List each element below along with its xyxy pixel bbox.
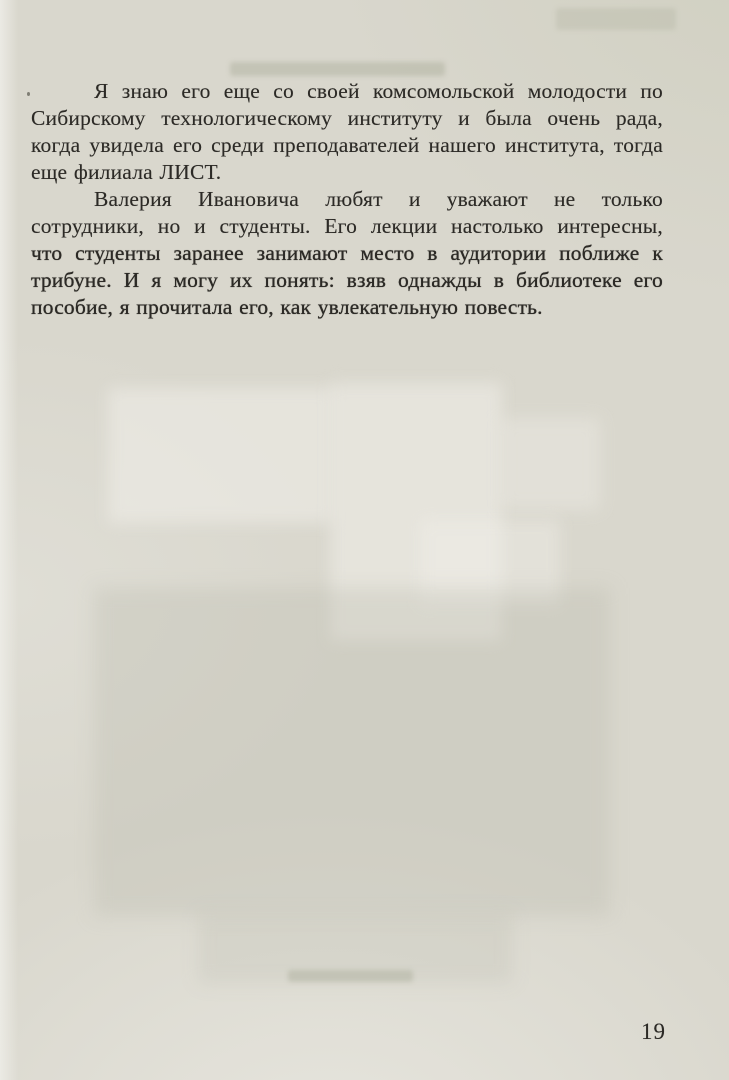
ghost-photo-bleedthrough-dark <box>198 912 513 984</box>
paragraph-line: еще филиала ЛИСТ. <box>31 160 222 184</box>
ghost-photo-bleedthrough-light <box>108 388 333 523</box>
paragraph-line: что студенты заранее занимают место в аудитории поближе к <box>31 241 663 265</box>
paragraph-2 <box>31 186 663 321</box>
paragraph-line: когда увидела его среди преподавателей нашего института, тогда <box>31 133 663 157</box>
ghost-photo-bleedthrough-dark <box>94 588 610 916</box>
paragraph-1 <box>31 78 663 186</box>
paragraph-line: пособие, я прочитала его, как увлекательную повесть. <box>31 295 543 319</box>
paragraph-line: Сибирскому технологическому институту и была очень рада, <box>31 106 663 130</box>
scan-speck <box>27 92 30 96</box>
ghost-photo-bleedthrough-light <box>500 418 600 510</box>
ghost-top-right-smudge <box>556 8 676 30</box>
ghost-caption-bleedthrough <box>288 970 413 982</box>
paragraph-line: трибуне. И я могу их понять: взяв однажды в библиотеке его <box>31 268 663 292</box>
ghost-photo-bleedthrough-light <box>420 520 560 605</box>
ghost-photo-bleedthrough-light <box>330 383 502 641</box>
ghost-heading-bleedthrough <box>230 62 445 76</box>
paragraph-line: Валерия Ивановича любят и уважают не только <box>94 187 663 211</box>
paragraph-line: Я знаю его еще со своей комсомольской молодости по <box>94 79 663 103</box>
page-number: 19 <box>641 1019 666 1044</box>
body-text <box>31 78 663 321</box>
paragraph-line: сотрудники, но и студенты. Его лекции настолько интересны, <box>31 214 663 238</box>
